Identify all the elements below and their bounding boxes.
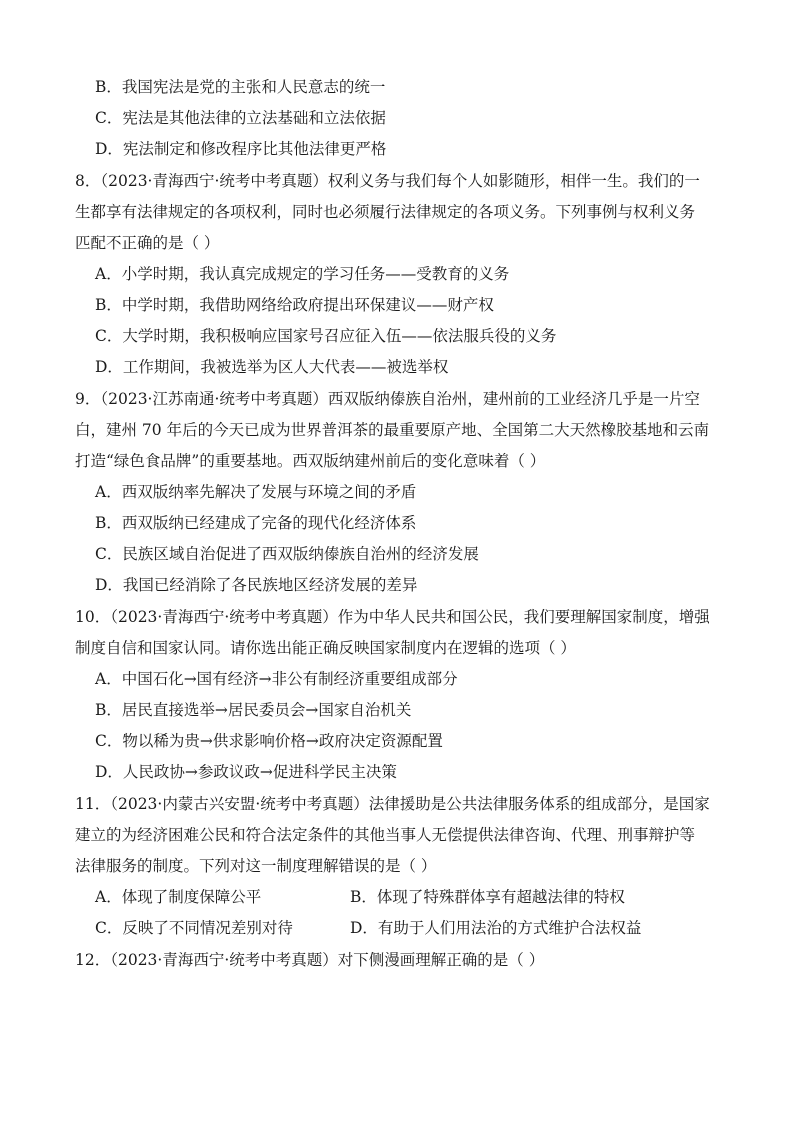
q8-stem-line-2: 生都享有法律规定的各项权利，同时也必须履行法律规定的各项义务。下列事例与权利义务 <box>75 203 696 221</box>
q12-stem-line-1: 12．（2023·青海西宁·统考中考真题）对下侧漫画理解正确的是（ ） <box>75 951 545 969</box>
q9-stem-line-2: 白，建州 70 年后的今天已成为世界普洱茶的最重要原产地、全国第二大天然橡胶基地和云南 <box>75 421 710 439</box>
q10-stem-line-1: 10．（2023·青海西宁·统考中考真题）作为中华人民共和国公民，我们要理解国家制度，增强 <box>75 608 710 626</box>
q11-option-d: D．有助于人们用法治的方式维护合法权益 <box>350 919 642 937</box>
q10-option-a: A．中国石化→国有经济→非公有制经济重要组成部分 <box>95 670 458 688</box>
q11-option-b: B．体现了特殊群体享有超越法律的特权 <box>350 888 625 906</box>
q10-stem-line-2: 制度自信和国家认同。请你选出能正确反映国家制度内在逻辑的选项（ ） <box>75 639 576 657</box>
q11-option-a: A．体现了制度保障公平 <box>95 888 262 906</box>
q11-option-c: C．反映了不同情况差别对待 <box>95 919 293 937</box>
q9-option-a: A．西双版纳率先解决了发展与环境之间的矛盾 <box>95 483 417 501</box>
q9-stem-line-3: 打造“绿色食品牌”的重要基地。西双版纳建州前后的变化意味着（ ） <box>75 452 546 470</box>
q8-option-a: A．小学时期，我认真完成规定的学习任务——受教育的义务 <box>95 265 510 283</box>
q7-option-d: D．宪法制定和修改程序比其他法律更严格 <box>95 140 387 158</box>
q11-stem-line-3: 法律服务的制度。下列对这一制度理解错误的是（ ） <box>75 857 437 875</box>
q8-stem-line-1: 8．（2023·青海西宁·统考中考真题）权利义务与我们每个人如影随形，相伴一生。我们的一 <box>75 172 700 190</box>
q7-option-b: B．我国宪法是党的主张和人民意志的统一 <box>95 78 386 96</box>
q7-option-c: C．宪法是其他法律的立法基础和立法依据 <box>95 109 386 127</box>
q9-stem-line-1: 9．（2023·江苏南通·统考中考真题）西双版纳傣族自治州，建州前的工业经济几乎是一片空 <box>75 390 700 408</box>
q9-option-b: B．西双版纳已经建成了完备的现代化经济体系 <box>95 514 417 532</box>
q8-option-b: B．中学时期，我借助网络给政府提出环保建议——财产权 <box>95 296 494 314</box>
q9-option-d: D．我国已经消除了各民族地区经济发展的差异 <box>95 576 418 594</box>
q11-stem-line-1: 11．（2023·内蒙古兴安盟·统考中考真题）法律援助是公共法律服务体系的组成部分，是国家 <box>75 795 710 813</box>
q11-stem-line-2: 建立的为经济困难公民和符合法定条件的其他当事人无偿提供法律咨询、代理、刑事辩护等 <box>75 826 696 844</box>
q10-option-c: C．物以稀为贵→供求影响价格→政府决定资源配置 <box>95 732 443 750</box>
q8-option-d: D．工作期间，我被选举为区人大代表——被选举权 <box>95 358 449 376</box>
q8-stem-line-3: 匹配不正确的是（ ） <box>75 234 220 252</box>
q9-option-c: C．民族区域自治促进了西双版纳傣族自治州的经济发展 <box>95 545 479 563</box>
q8-option-c: C．大学时期，我积极响应国家号召应征入伍——依法服兵役的义务 <box>95 327 557 345</box>
q10-option-d: D．人民政协→参政议政→促进科学民主决策 <box>95 763 397 781</box>
q10-option-b: B．居民直接选举→居民委员会→国家自治机关 <box>95 701 412 719</box>
